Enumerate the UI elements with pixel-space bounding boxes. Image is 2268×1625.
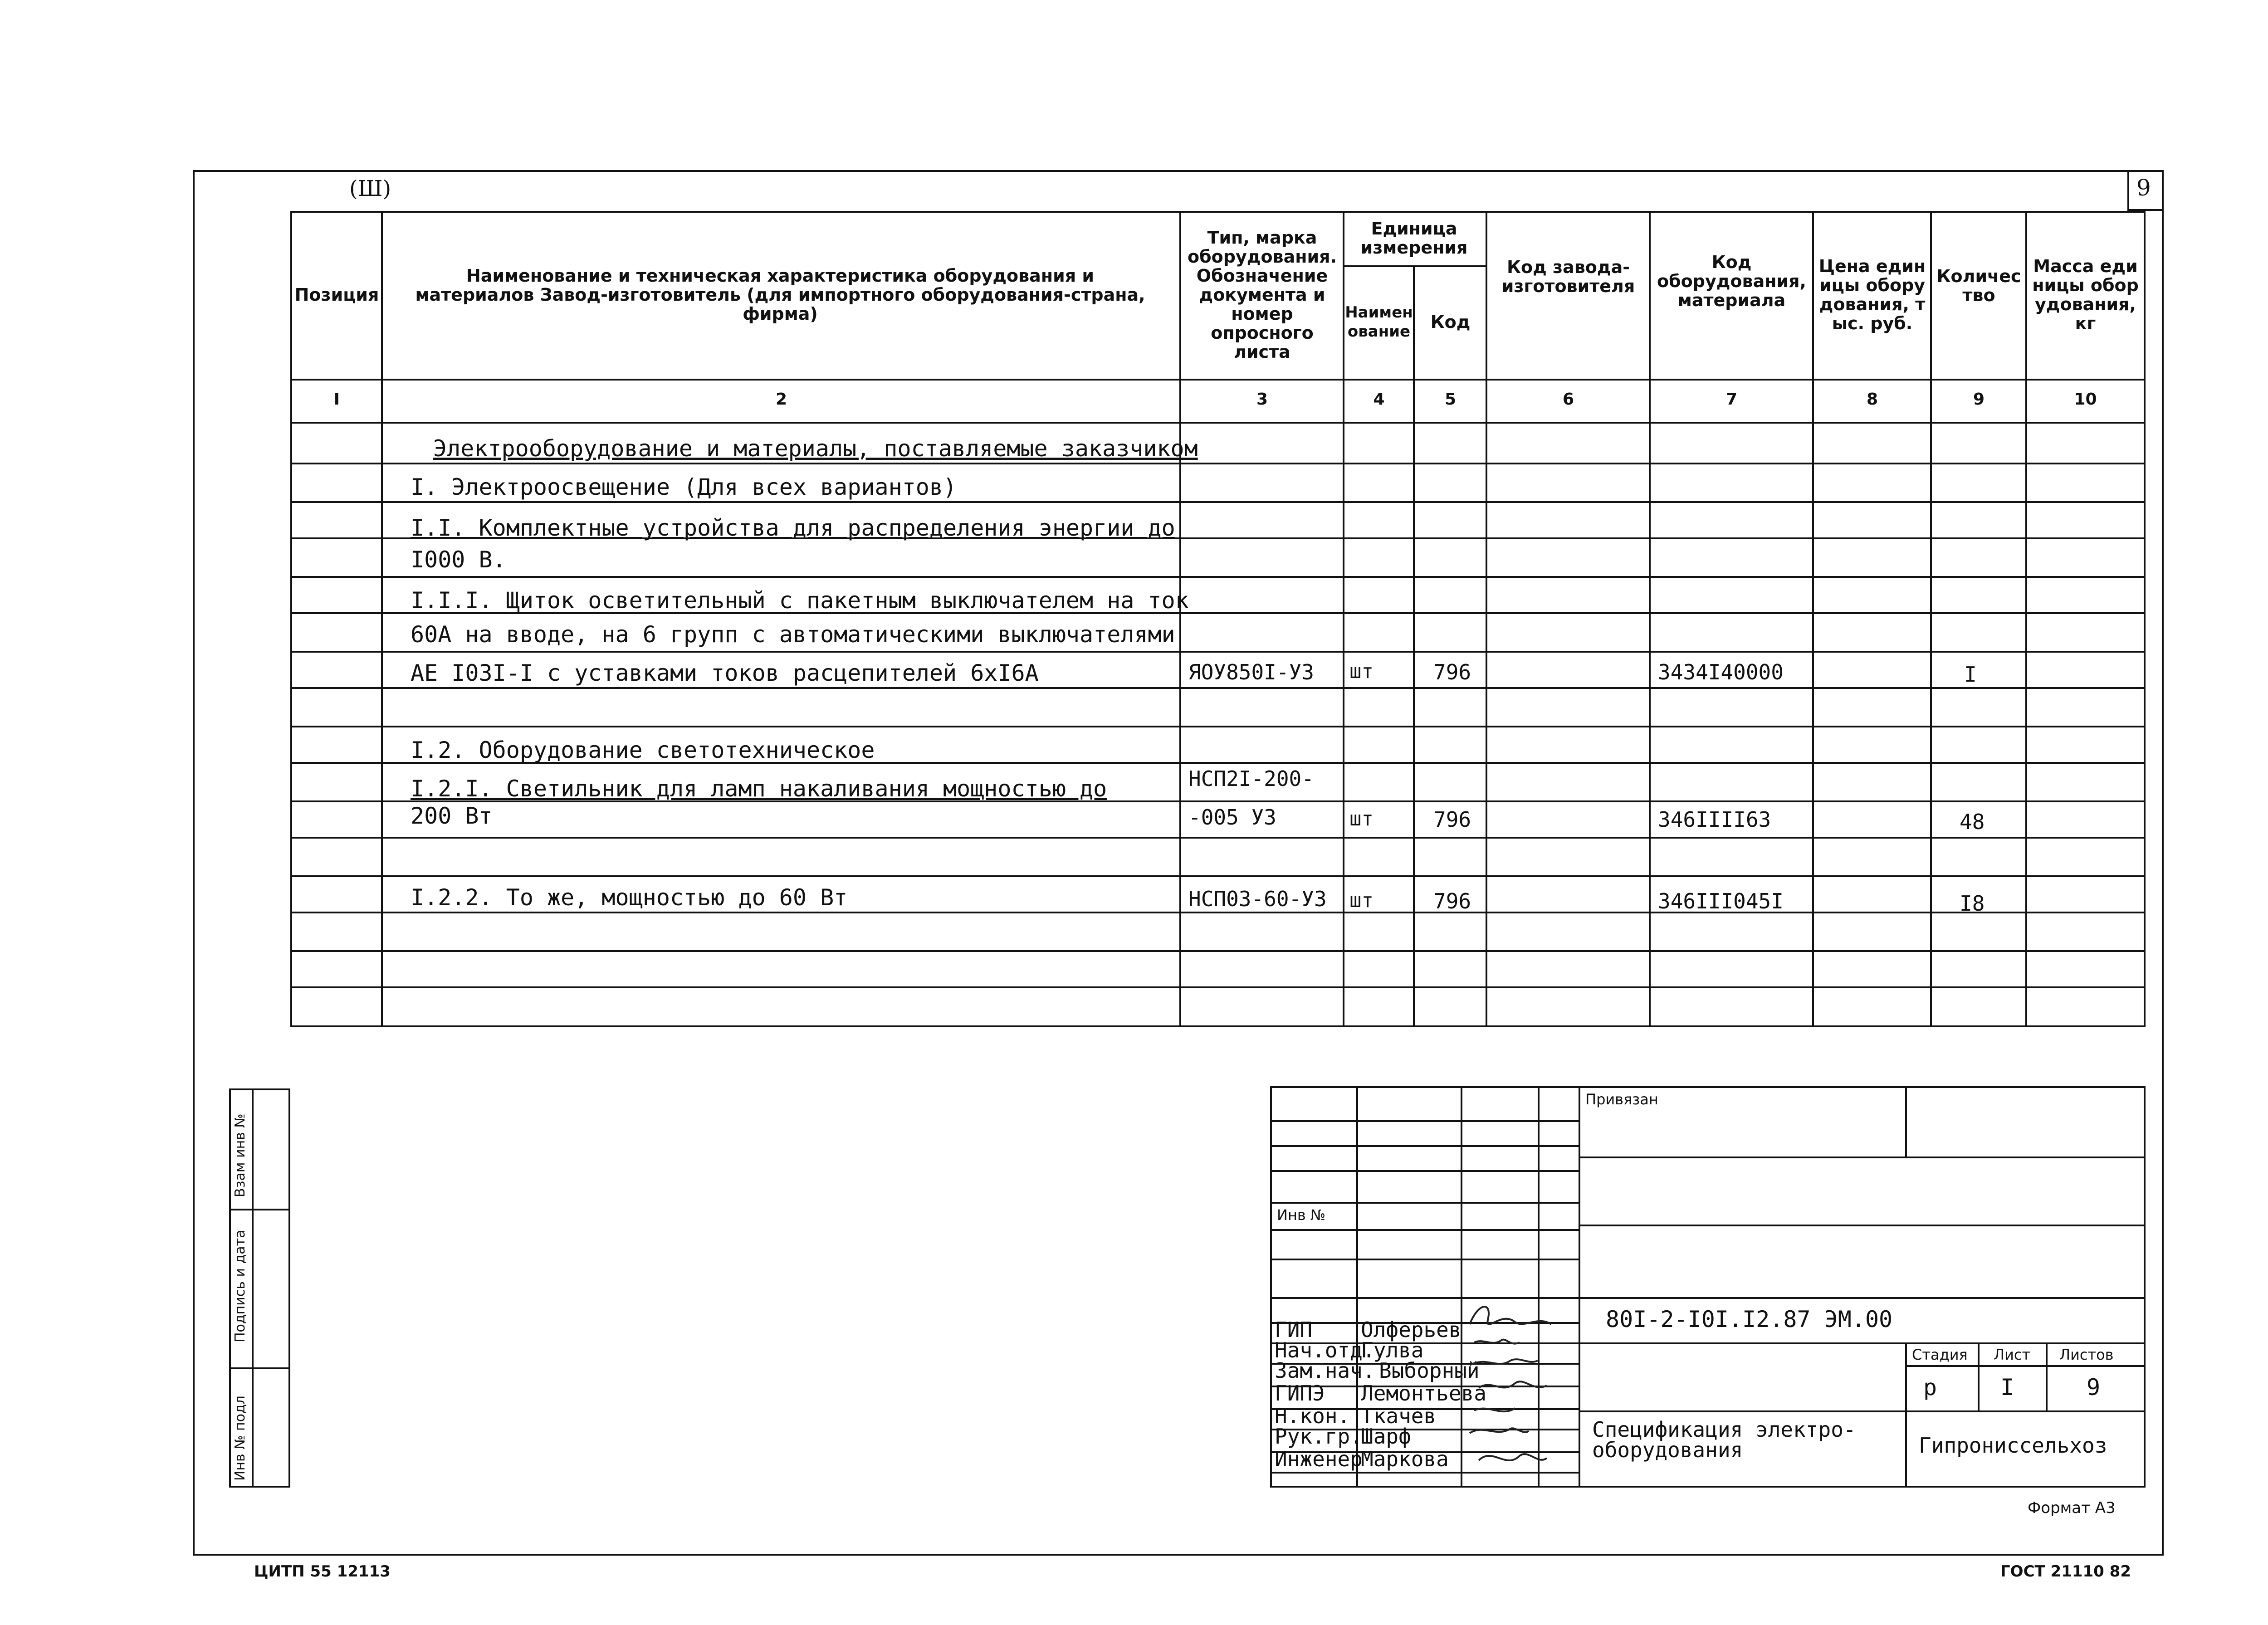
staff-role: ГИПЭ [1275, 1381, 1325, 1405]
inv-no-label: Инв № [1277, 1206, 1326, 1224]
side-zam-inv: Взам инв № [232, 1113, 248, 1197]
row-qty: I8 [1960, 891, 1985, 916]
row-name: I.2. Оборудование светотехническое [411, 737, 875, 763]
document-designation: 80I-2-I0I.I2.87 ЭМ.00 [1606, 1306, 1893, 1332]
header-mass: Масса единицы оборудования, кг [2032, 256, 2139, 333]
row-unit: шт [1349, 807, 1374, 830]
row-eq-code: 346III045I [1658, 889, 1784, 913]
header-name: Наименование и техническая характеристика оборудования и материалов Завод-изготовитель (для импортного оборудования-страна, фирма) [415, 266, 1145, 324]
row-name: Электрооборудование и материалы, поставляемые заказчиком [433, 435, 1198, 462]
row-name: I.2.I. Светильник для ламп накаливания мощностью до [411, 776, 1107, 802]
row-type: НСП03-60-У3 [1188, 887, 1327, 911]
col-number-5: 5 [1444, 390, 1457, 409]
staff-role: Н.кон. [1275, 1404, 1350, 1428]
staff-name: Гулва [1361, 1338, 1424, 1362]
stage-value: р [1923, 1374, 1937, 1401]
col-number-10: 10 [2074, 390, 2097, 409]
doc-title-line1: Спецификация электро- [1592, 1417, 1856, 1442]
col-number-2: 2 [775, 390, 787, 409]
header-price: Цена единицы оборудования, тыс. руб. [1818, 256, 1926, 333]
row-name: 200 Вт [411, 803, 493, 829]
staff-name: Шарф [1361, 1424, 1411, 1449]
header-equipment-code: Код оборудования, материала [1657, 252, 1806, 310]
row-eq-code: 3434I40000 [1658, 660, 1784, 684]
row-qty: I [1964, 662, 1977, 687]
sheets-label: Листов [2059, 1346, 2114, 1363]
col-number-8: 8 [1866, 390, 1878, 409]
side-inv-podl: Инв № подл [232, 1396, 248, 1481]
sheet-code: (Ш) [349, 176, 391, 201]
staff-role: ГИП [1275, 1318, 1313, 1342]
signatures-image [1461, 1297, 1579, 1488]
doc-title-line2: оборудования [1592, 1438, 1743, 1462]
stage-label: Стадия [1912, 1346, 1968, 1363]
bottom-right-code: ГОСТ 21110 82 [2000, 1562, 2131, 1581]
row-type: ЯОУ850I-У3 [1188, 660, 1314, 684]
staff-name: Маркова [1361, 1447, 1449, 1471]
sheet-label: Лист [1994, 1346, 2031, 1363]
header-unit-code: Код [1430, 312, 1471, 332]
row-name: I.I.I. Щиток осветительный с пакетным выключателем на ток [411, 587, 1189, 614]
col-number-4: 4 [1373, 390, 1385, 409]
col-number-7: 7 [1725, 390, 1738, 409]
row-unit: шт [1349, 660, 1374, 683]
row-type: НСП2I-200- [1188, 766, 1314, 791]
header-plant-code: Код завода-изготовителя [1501, 257, 1635, 296]
organization: Гипрониссельхоз [1919, 1433, 2107, 1458]
row-name: I. Электроосвещение (Для всех вариантов) [411, 474, 957, 500]
row-name: 60А на вводе, на 6 групп с автоматическими выключателями [411, 621, 1175, 648]
row-name: I000 В. [411, 547, 506, 573]
privyazan-label: Привязан [1585, 1091, 1658, 1108]
staff-role: Зам.нач. [1275, 1358, 1375, 1383]
staff-name: Выборный [1379, 1358, 1480, 1383]
row-name: АЕ I03I-I с уставками токов расцепителей 6хI6А [411, 660, 1039, 686]
row-code: 796 [1433, 889, 1471, 913]
row-code: 796 [1433, 807, 1471, 832]
row-name: I.I. Комплектные устройства для распределения энергии до [411, 515, 1175, 541]
row-type: -005 У3 [1188, 805, 1276, 830]
header-unit-name: Наименование [1345, 303, 1413, 341]
row-eq-code: 346IIII63 [1658, 807, 1771, 832]
row-qty: 48 [1960, 810, 1985, 834]
staff-role: Инженер [1275, 1447, 1363, 1471]
staff-name: Ткачев [1361, 1404, 1437, 1428]
col-number-1: I [333, 390, 340, 409]
format-label: Формат А3 [2028, 1499, 2116, 1517]
row-unit: шт [1349, 889, 1374, 912]
staff-name: Олферьев [1361, 1318, 1461, 1342]
header-unit-group: Единица измерения [1360, 219, 1468, 258]
col-number-3: 3 [1256, 390, 1268, 409]
staff-role: Рук.гр. [1275, 1424, 1363, 1449]
col-number-6: 6 [1562, 390, 1574, 409]
row-code: 796 [1433, 660, 1471, 684]
side-podpis: Подпись и дата [232, 1230, 248, 1342]
header-position: Позиция [294, 285, 379, 305]
row-name: I.2.2. То же, мощностью до 60 Вт [411, 884, 848, 911]
header-type: Тип, марка оборудования. Обозначение документа и номер опросного листа [1188, 228, 1337, 362]
staff-name: Лемонтьева [1361, 1381, 1486, 1405]
staff-role: Нач.отд. [1275, 1338, 1375, 1362]
sheet-value: I [2000, 1374, 2014, 1401]
corner-number: 9 [2136, 175, 2151, 201]
sheets-value: 9 [2087, 1374, 2101, 1401]
bottom-left-code: ЦИТП 55 12113 [254, 1562, 391, 1581]
col-number-9: 9 [1973, 390, 1985, 409]
header-quantity: Количество [1936, 266, 2021, 305]
